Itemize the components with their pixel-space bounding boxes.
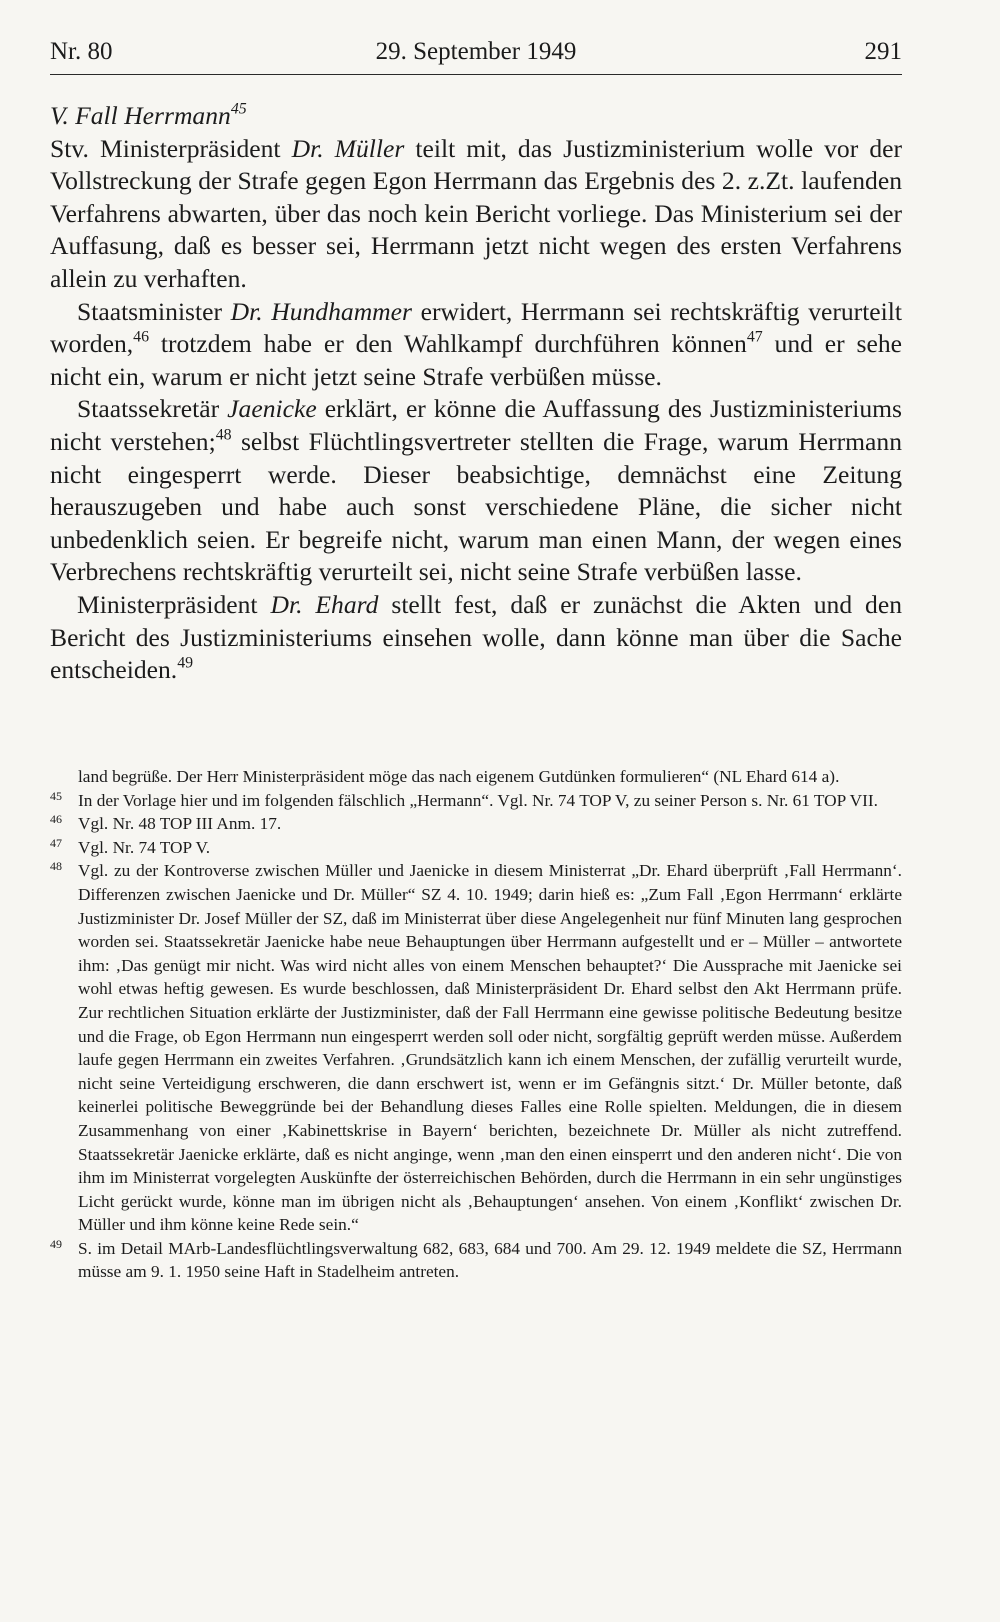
speaker-name: Dr. Hundhammer: [230, 296, 412, 326]
speaker-name: Jaenicke: [227, 394, 317, 424]
header-rule: [50, 74, 902, 75]
footnote-ref: 49: [177, 654, 194, 672]
section-title: V. Fall Herrmann$^{45}$: [50, 100, 247, 130]
footnote-ref: 48: [215, 426, 232, 444]
footnote-45: 45 In der Vorlage hier und im folgenden fälschlich „Hermann“. Vgl. Nr. 74 TOP V, zu seiner Person s. Nr. 61 TOP VII.: [50, 789, 902, 813]
footnote-continuation: land begrüße. Der Herr Ministerpräsident möge das nach eigenem Gutdünken formulieren“ (NL Ehard 614 a).: [78, 767, 840, 786]
main-text: [50, 100, 902, 687]
page-number: 291: [864, 38, 902, 65]
paragraph-4: Ministerpräsident Dr. Ehard stellt fest, daß er zunächst die Akten und den Bericht des Justizministeriums einsehen wolle, dann könne man über die Sache entscheiden.$^{49}$: [50, 589, 902, 685]
footnote-49: 49 S. im Detail MArb-Landesflüchtlingsverwaltung 682, 683, 684 und 700. Am 29. 12. 1949 meldete die SZ, Herrmann müsse am 9. 1. 1950 seine Haft in Stadelheim antreten.: [50, 1237, 902, 1284]
paragraph-2: Staatsminister Dr. Hundhammer erwidert, Herrmann sei rechtskräftig verurteilt worden,$^{46}$ trotzdem habe er den Wahlkampf durchführen können$^{47}$ und er sehe nicht ein, warum er nicht jetzt seine Strafe verbüßen müsse.: [50, 296, 902, 391]
paragraph-1: Stv. Ministerpräsident Dr. Müller teilt mit, das Justizministerium wolle vor der Vollstreckung der Strafe gegen Egon Herrmann das Ergebnis des 2. z.Zt. laufenden Verfahrens abwarten, über das noch kein Bericht vorliege. Das Ministerium sei der Auffasung, daß es besser sei, Herrmann jetzt nicht wegen des ersten Verfahrens allein zu verhaften.: [50, 133, 903, 293]
footnote-number: 49: [50, 1236, 62, 1251]
footnote-ref: 46: [133, 328, 150, 346]
running-header: [50, 38, 902, 70]
document-number: Nr. 80: [50, 38, 113, 65]
speaker-name: Dr. Müller: [291, 133, 405, 163]
speaker-name: Dr. Ehard: [270, 589, 379, 619]
paragraph-3: Staatssekretär Jaenicke erklärt, er könne die Auffassung des Justizministeriums nicht verstehen;$^{48}$ selbst Flüchtlingsvertreter stellten die Frage, warum Herrmann nicht eingesperrt werde. Dieser beabsichtige, demnächst eine Zeitung herauszugeben und habe auch sonst verschiedene Pläne, die sicher nicht unbedenklich seien. Er begreife nicht, warum man einen Mann, der wegen eines Verbrechens rechtskräftig verurteilt sei, nicht seine Strafe verbüßen lasse.: [50, 394, 903, 587]
footnotes: [50, 765, 902, 1284]
footnote-48: 48 Vgl. zu der Kontroverse zwischen Müller und Jaenicke in diesem Ministerrat „Dr. Ehard überprüft ‚Fall Herrmann‘. Differenzen zwischen Jaenicke und Dr. Müller“ SZ 4. 10. 1949; darin hieß es: „Zum Fall ‚Egon Herrmann‘ erklärte Justizminister Dr. Josef Müller der SZ, daß im Ministerrat über diese Angelegenheit nur fünf Minuten lang gesprochen worden sei. Staatssekretär Jaenicke habe neue Behauptungen über Herrmann aufgestellt und er – Müller – antwortete ihm: ‚Das genügt mir nicht. Was wird nicht alles von einem Menschen behauptet?‘ Die Aussprache mit Jaenicke sei wohl etwas heftig gewesen. Es wurde beschlossen, daß Ministerpräsident Dr. Ehard selbst den Akt Herrmann prüfe. Zur rechtlichen Situation erklärte der Justizminister, daß der Fall Herrmann eine gewisse politische Bedeutung besitze und die Frage, ob Egon Herrmann nun eingesperrt werden soll oder nicht, sorgfältig geprüft werden müsse. Außerdem laufe gegen Herrmann ein zweites Verfahren. ‚Grundsätzlich kann ich einem Menschen, der zufällig verurteilt wurde, nicht seine Verteidigung erschweren, die dann erschwert ist, wenn er im Gefängnis sitzt.‘ Dr. Müller betonte, daß keinerlei politische Beweggründe bei der Behandlung dieses Falles eine Rolle spielten. Meldungen, die in diesem Zusammenhang von einer ‚Kabinettskrise in Bayern‘ berichten, bezeichnete Dr. Müller als nicht zutreffend. Staatssekretär Jaenicke erklärte, daß es nicht anginge, wenn ‚man den einen einsperrt und den anderen nicht‘. Die von ihm im Ministerrat vorgelegten Auskünfte der österreichischen Behörden, durch die Herrmann in ein sehr ungünstiges Licht gerückt wurde, könne man im übrigen nicht als ‚Behauptungen‘ ansehen. Von einem ‚Konflikt‘ zwischen Dr. Müller und ihm könne keine Rede sein.“: [50, 859, 902, 1237]
footnote-46: 46 Vgl. Nr. 48 TOP III Anm. 17.: [50, 812, 902, 836]
footnote-ref: 45: [230, 100, 247, 118]
footnote-ref: 47: [746, 328, 763, 346]
footnote-number: 48: [50, 859, 62, 874]
footnote-number: 46: [50, 812, 62, 827]
header-date: 29. September 1949: [375, 38, 577, 65]
footnote-number: 45: [50, 788, 62, 803]
footnote-number: 47: [50, 835, 62, 850]
footnote-47: 47 Vgl. Nr. 74 TOP V.: [50, 836, 902, 860]
